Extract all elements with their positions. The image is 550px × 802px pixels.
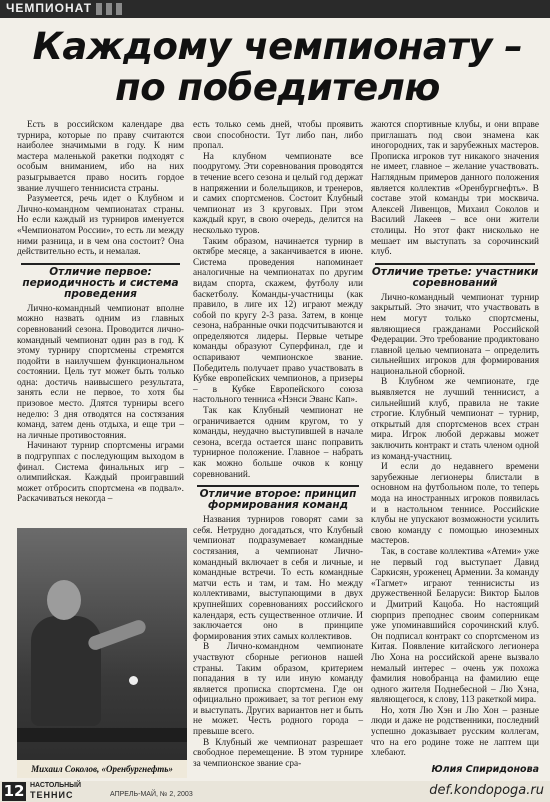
paragraph: Но, хотя Лю Хэн и Лю Хон – разные люди и даже не родственники, последний успешно доказывает русским коллегам, что на его родине тоже не лаптем щи хлебают. [371, 705, 539, 759]
header-decoration [116, 3, 122, 15]
paragraph: В Лично-командном чемпионате участвуют сборные регионов нашей страны. Таким образом, критерием попадания в ту или иную команду является прописка спортсмена. Где он официально проживает, за тот регион ему и выступать. Других вариантов нет и быть не может. Честь родного города – превыше всего. [193, 642, 363, 738]
magazine-name-line1: НАСТОЛЬНЫЙ [30, 782, 82, 789]
subheading-3: Отличие третье: участники соревнований [371, 263, 539, 289]
paragraph: есть только семь дней, чтобы проявить свои способности. Тут либо пан, либо пропал. [193, 120, 363, 152]
paragraph: На клубном чемпионате все поодругому. Эти соревнования проводятся в течение всего сезона и целый год держат в напряжении и болельщиков, и тренеров, и самих спортсменов. Состоит Клубный чемпионат из 3 круговых. При этом каждый круг, в свою очередь, делится на несколько туров. [193, 151, 363, 236]
paragraph: В Клубном же чемпионате, где выявляется не лучший теннисист, а сильнейший клуб, правила не такие строгие. Клубный чемпионат – турнир, открытый для спортсменов всех стран мира. Игрок любой державы может заключить контракт и стать членом одной из команд-участниц. [371, 377, 539, 462]
photo [17, 528, 187, 778]
paragraph: Есть в российском календаре два турнира, которые по праву считаются наиболее значимыми в году. К ним мастера маленькой ракетки подходят с особым вниманием, ибо на них разыгрывается право носить гордое звание лучшего теннисиста страны. [17, 120, 184, 194]
paragraph: В Клубный же чемпионат разрешает свободное перемещение. В этом турнире за чемпионское звание сра- [193, 737, 363, 769]
subheading-2: Отличие второе: принцип формирования команд [193, 485, 363, 511]
photo-image [17, 528, 187, 778]
section-header-bar [0, 0, 550, 18]
paragraph: Лично-командный чемпионат турнир закрытый. Это значит, что участвовать в нем могут только спортсмены, являющиеся гражданами Российской Федерации. Это требование продиктовано главной целью чемпионата – определить сильнейших игроков для формирования национальной сборной. [371, 292, 539, 377]
paragraph: Названия турниров говорят сами за себя. Нетрудно догадаться, что Клубный чемпионат подразумевает командные состязания, а чемпионат Лично-командный включает в себя и личные, и командные встречи. То есть командные матчи есть и там, и там. Но между коллективами, выступающими в двух крупнейших соревнованиях российского календаря, есть существенное отличие. И заключается оно в принципе формирования этих самых коллективов. [193, 515, 363, 642]
section-label: ЧЕМПИОНАТ [6, 1, 93, 15]
table-edge [17, 728, 187, 742]
subheading-1: Отличие первое: периодичность и система проведения [17, 263, 184, 300]
paragraph: Так как Клубный чемпионат не ограничивается одним кругом, то у команды, неудачно выступившей в начале сезона, всегда остается шанс поправить турнирное положение. Главное – набрать как можно больше очков к концу соревнований. [193, 406, 363, 480]
paragraph: Так, в составе коллектива «Атеми» уже не первый год выступает Давид Саркисян, уроженец Армении. За команду «Тагмет» играют теннисисты из дружественной Беларуси: Виктор Былов и Дмитрий Кацоба. Но настоящий сюрприз преподнес своим соперникам уже упоминавшийся сорочинский клуб. Он подписал контракт со спортсменом из Китая. Появление китайского легионера Лю Хона на российской арене вызвало немалый интерес – очень уж похожа фамилия новобранца на фамилию еще одного жителя Поднебесной – Лю Хэна, являющегося, к слову, 113 ракеткой мира. [371, 546, 539, 706]
article-title: Каждому чемпионату – по победителю [32, 25, 523, 109]
column-2 [193, 120, 363, 800]
column-3 [371, 120, 539, 800]
paragraph: жаются спортивные клубы, и они вправе приглашать под свои знамена как иногородних, так и зарубежных мастеров. Прописка игроков тут никакого значения не имеет, главное – желание участвовать. Наглядным примеров данного положения является коллектив «Оренбургнефть». В составе этой команды три москвича. Алексей Ливенцов, Михаил Соколов и Василий Лакеев – все они жители столицы. Но этот факт нисколько не мешает им выступать за сорочинский клуб. [371, 120, 539, 258]
magazine-name-line2: ТЕННИС [30, 790, 74, 800]
ball-icon [129, 676, 138, 685]
paragraph: И если до недавнего времени зарубежные легионеры блистали в основном на футбольном поле, то теперь мода на иностранных игроков появилась и в настольном теннисе. Российские клубы не упускают возможности усилить свою команду с помощью иноземных мастеров. [371, 462, 539, 547]
source-watermark: def.kondopoga.ru [429, 783, 544, 798]
issue-info: АПРЕЛЬ-МАЙ, № 2, 2003 [110, 791, 193, 798]
player-figure [31, 616, 101, 726]
photo-caption: Михаил Соколов, «Оренбургнефть» [17, 760, 187, 778]
page-number: 12 [3, 782, 25, 800]
header-decoration [106, 3, 112, 15]
player-head [47, 580, 81, 620]
header-decoration [96, 3, 102, 15]
paragraph: Таким образом, начинается турнир в октябре месяце, а заканчивается в июне. Система проведения напоминает аналогичные на чемпионатах по другим видам спорта, скажем, футболу или баскетболу. Команды-участницы (как правило, в лиге их 12) играют между собой по кругу 2-3 раза. Затем, в конце сезона, набранные очки подсчитываются и определяются лидеры. Первые четыре команды образуют Суперфинал, где и оспаривают чемпионское звание. Победитель получает право участвовать в Кубке европейских чемпионов, а призеры – в Кубке Европейского союза настольного тенниса «Нэнси Эванс Кап». [193, 236, 363, 406]
paragraph: Начинают турнир спортсмены играми в подгруппах с последующим выходом в финал. Система финальных игр – олимпийская. Каждый проигравший может отбросить спортсмена «в подвал». Раскачиваться некогда – [17, 441, 184, 505]
author-name: Юлия Спиридонова [431, 763, 539, 775]
paragraph: Разумеется, речь идет о Клубном и Лично-командном чемпионатах страны. Но если каждый из турниров именуется «Чемпионатом России», то есть ли между ними разница, и в чем она состоит? Она действительно есть, и немалая. [17, 194, 184, 258]
paragraph: Лично-командный чемпионат вполне можно назвать одним из главных соревнований сезона. Проводится лично-командный чемпионат один раз в год. К этому турниру спортсмены стремятся подойти в наилучшем функциональном состоянии. Цель тут может быть только одна: достичь наивысшего результата, занять если не первое, то хотя бы призовое место. Длятся турниры всего неделю: 3 дня отводятся на состязания команд, затем день отдыха, и еще три – на личные противостояния. [17, 303, 184, 441]
